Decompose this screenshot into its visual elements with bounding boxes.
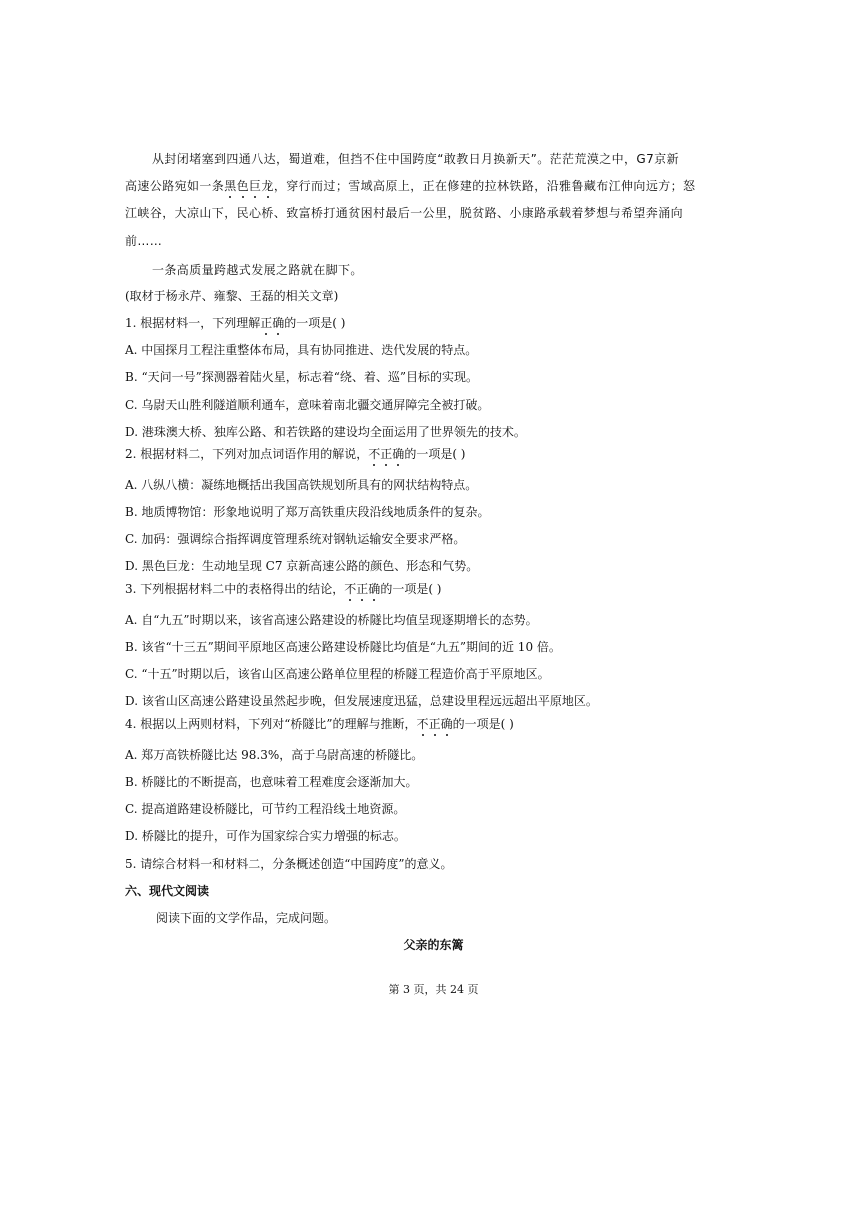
source-citation: (取材于杨永芹、雍黎、王磊的相关文章) [125,289,339,303]
text-span: ，穿行而过；雪域高原上，正在修建的拉林铁路，沿雅鲁藏布江伸向远方；怒 [273,179,696,193]
question-stem [125,446,466,462]
material-text-line: 一条高质量跨越式发展之路就在脚下。 [152,263,363,277]
emphasis-char: 确 [272,316,285,330]
dotted-word [368,447,404,461]
article-title: 父亲的东篱 [403,938,464,952]
option-c: C. 提高道路建设桥隧比，可节约工程沿线土地资源。 [125,802,406,816]
emphasis-char: 色 [236,179,250,193]
dotted-word [344,582,380,596]
text-span: 的一项是( ) [452,717,514,731]
emphasis-char: 不 [416,717,429,731]
option-b: B. 地质博物馆：形象地说明了郑万高铁重庆段沿线地质条件的复杂。 [125,505,490,519]
emphasis-char: 正 [356,582,369,596]
emphasis-char: 巨 [249,179,262,193]
emphasis-char: 龙 [261,179,274,193]
text-span: 高速公路宛如一条 [125,179,225,193]
material-text-line [125,178,695,194]
emphasis-char: 正 [260,316,273,330]
dotted-word [260,316,284,330]
option-d: D. 黑色巨龙：生动地呈现 C7 京新高速公路的颜色、形态和气势。 [125,559,479,573]
emphasis-char: 不 [368,447,381,461]
emphasis-char: 确 [440,717,453,731]
section-heading: 六、现代文阅读 [125,884,210,898]
question-stem [125,581,442,597]
option-c: C. 乌尉天山胜利隧道顺利通车，意味着南北疆交通屏障完全被打破。 [125,398,490,412]
text-span: 3. 下列根据材料二中的表格得出的结论， [125,582,345,596]
option-a: A. 中国探月工程注重整体布局，具有协同推进、迭代发展的特点。 [125,343,478,357]
text-span: 2. 根据材料二，下列对加点词语作用的解说， [125,447,369,461]
material-text-line: 从封闭堵塞到四通八达，蜀道难，但挡不住中国跨度“敢教日月换新天”。茫茫荒漠之中，G7京新 [152,152,679,166]
text-span: 的一项是( ) [404,447,466,461]
option-c: C. “十五”时期以后，该省山区高速公路单位里程的桥隧工程造价高于平原地区。 [125,667,550,681]
emphasis-char: 黑 [224,179,237,193]
section-instruction: 阅读下面的文学作品，完成问题。 [156,911,337,925]
option-d: D. 该省山区高速公路建设虽然起步晚，但发展速度迅猛，总建设里程远远超出平原地区。 [125,694,598,708]
emphasis-char: 正 [380,447,393,461]
emphasis-char: 正 [428,717,441,731]
option-b: B. “天问一号”探测器着陆火星，标志着“绕、着、巡”目标的实现。 [125,370,478,384]
text-span: 的一项是( ) [284,316,346,330]
option-a: A. 郑万高铁桥隧比达 98.3%，高于乌尉高速的桥隧比。 [125,748,424,762]
text-span: 4. 根据以上两则材料，下列对“桥隧比”的理解与推断， [125,717,417,731]
emphasis-char: 确 [368,582,381,596]
dotted-word [417,717,453,731]
emphasis-char: 不 [344,582,357,596]
text-span: 的一项是( ) [380,582,442,596]
question-stem: 5. 请综合材料一和材料二，分条概述创造“中国跨度”的意义。 [125,857,453,871]
page-footer: 第 3 页，共 24 页 [388,983,479,996]
material-text-line: 前…… [125,234,163,248]
option-b: B. 桥隧比的不断提高，也意味着工程难度会逐渐加大。 [125,775,418,789]
option-d: D. 港珠澳大桥、独库公路、和若铁路的建设均全面运用了世界领先的技术。 [125,425,526,439]
option-a: A. 自“九五”时期以来，该省高速公路建设的桥隧比均值呈现逐期增长的态势。 [125,613,538,627]
option-d: D. 桥隧比的提升，可作为国家综合实力增强的标志。 [125,829,406,843]
option-b: B. 该省“十三五”期间平原地区高速公路建设桥隧比均值是“九五”期间的近 10 倍。 [125,640,561,654]
text-span: 1. 根据材料一，下列理解 [125,316,261,330]
emphasis-char: 确 [392,447,405,461]
option-c: C. 加码：强调综合指挥调度管理系统对钢轨运输安全要求严格。 [125,532,466,546]
question-stem [125,315,345,331]
dotted-word [224,179,274,193]
question-stem [125,716,514,732]
material-text-line: 江峡谷，大凉山下，民心桥、致富桥打通贫困村最后一公里，脱贫路、小康路承载着梦想与希望奔涌向 [125,206,684,220]
option-a: A. 八纵八横：凝练地概括出我国高铁规划所具有的网状结构特点。 [125,478,478,492]
